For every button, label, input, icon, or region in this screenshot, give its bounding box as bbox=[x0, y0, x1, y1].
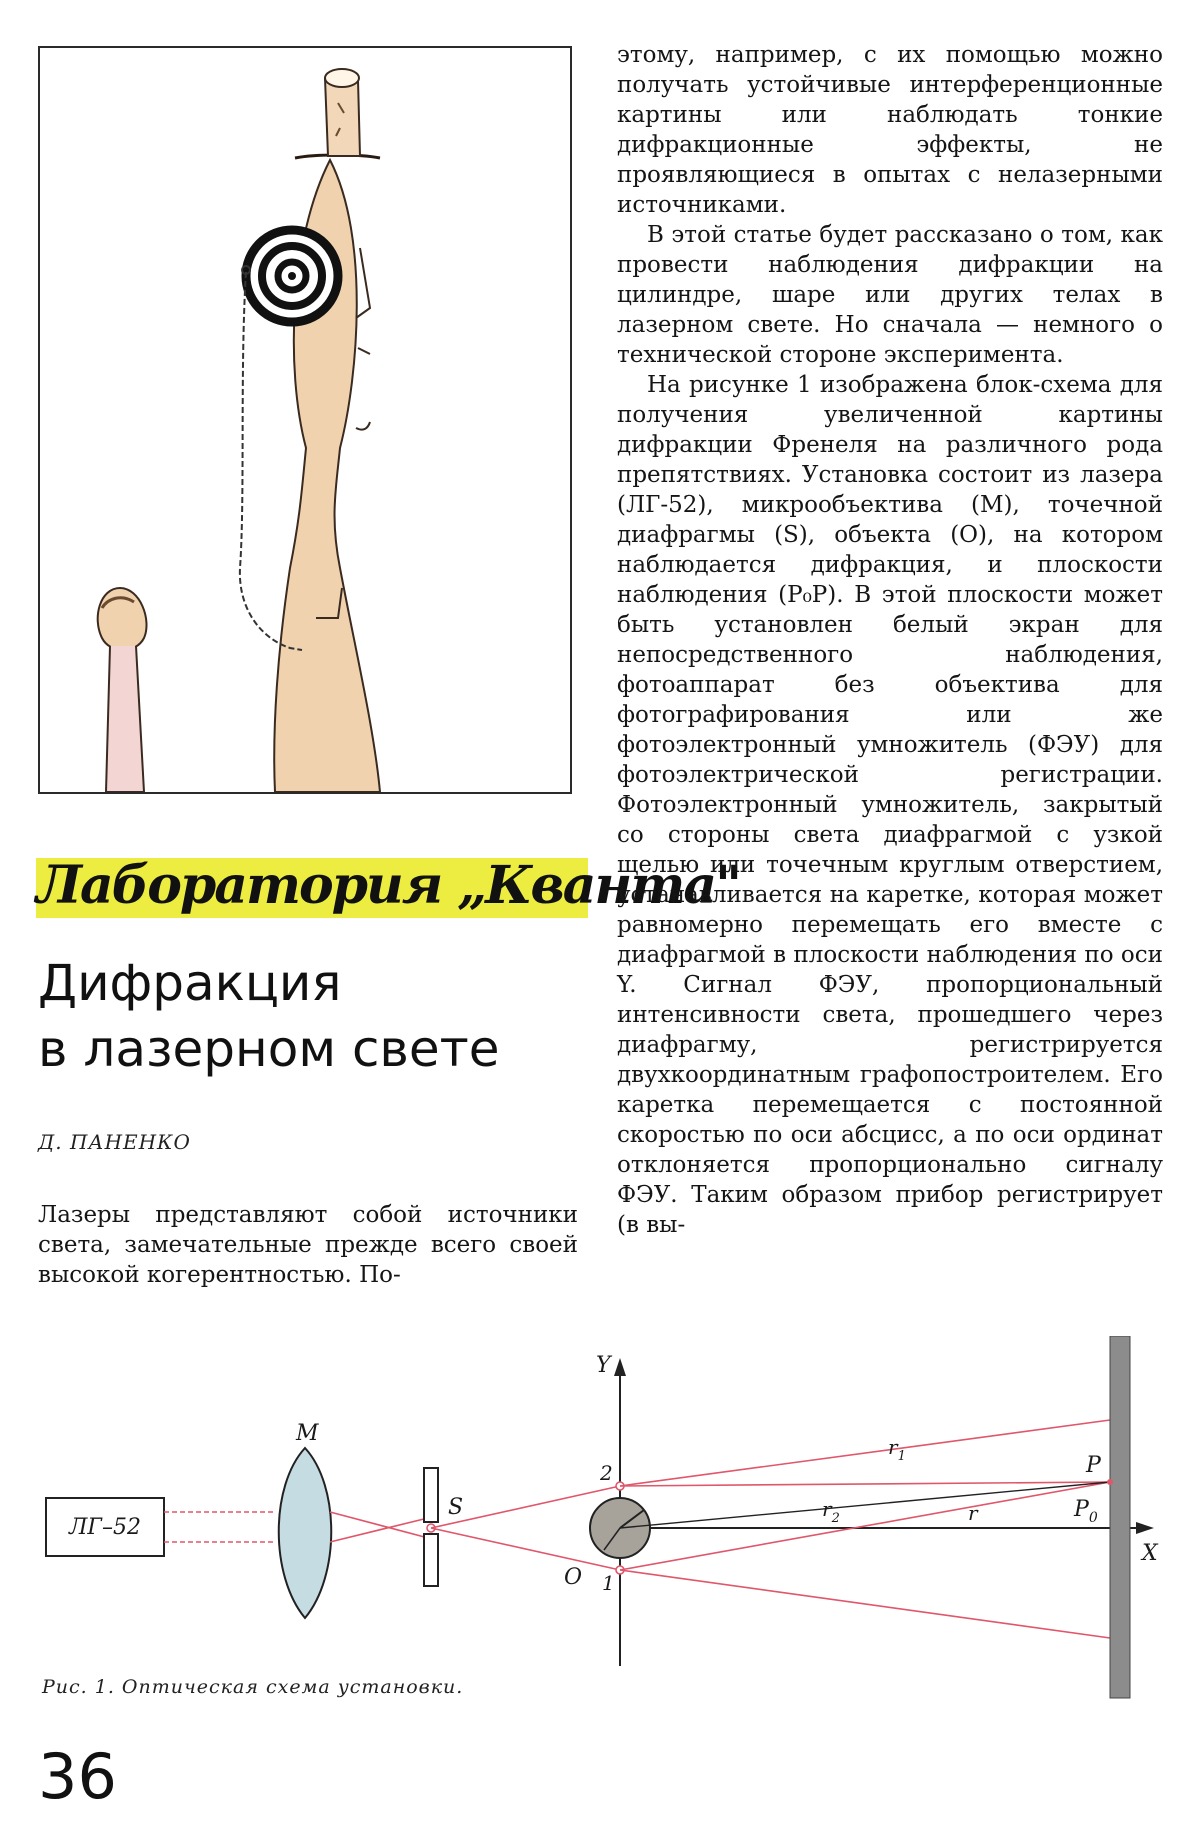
right-paragraph-1: этому, например, с их помощью можно получать устойчивые интерференционные картины или наблюдать тонкие дифракционные эффекты, не проявляющиеся в опытах с нелазерными источниками. bbox=[617, 42, 1163, 218]
left-column bbox=[38, 1200, 578, 1290]
screen-origin-label: $P_0$ bbox=[1074, 1497, 1098, 1526]
object-label: O bbox=[564, 1565, 583, 1590]
title-line-1: Дифракция bbox=[38, 954, 342, 1012]
figure-caption: Рис. 1. Оптическая схема установки. bbox=[42, 1676, 464, 1698]
small-figure bbox=[98, 588, 147, 792]
pinhole-top bbox=[424, 1468, 438, 1522]
x-axis-label: X bbox=[1142, 1541, 1158, 1566]
r1-label: $r_1$ bbox=[888, 1435, 906, 1464]
page-number: 36 bbox=[38, 1740, 117, 1813]
optical-scheme-diagram bbox=[30, 1336, 1180, 1706]
rubric-title: Лаборатория „Кванта" bbox=[36, 855, 741, 916]
article-author: Д. ПАНЕНКО bbox=[38, 1130, 191, 1154]
article-title bbox=[38, 950, 578, 1082]
pinhole-label: S bbox=[448, 1495, 464, 1520]
hat-top bbox=[325, 69, 359, 87]
right-paragraph-3: На рисунке 1 изображена блок-схема для получения увеличенной картины дифракции Френеля на различного рода препятствиях. Установка состоит из лазера (ЛГ-52), микрообъектива (M), точечной диафрагмы (S), объекта (O), на котором наблюдается дифракция, и плоскости наблюдения (P₀P). В этой плоскости может быть установлен белый экран для непосредственного наблюдения, фотоаппарат без объектива для фотографирования или же фотоэлектронный умножитель (ФЭУ) для фотоэлектрической регистрации. Фотоэлектронный умножитель, закрытый со стороны света диафрагмой с узкой щелью или точечным круглым отверстием, устанавливается на каретке, которая может равномерно перемещать его вместе с диафрагмой в плоскости наблюдения по оси Y. Сигнал ФЭУ, пропорциональный интенсивности света, прошедшего через диафрагму, регистрируется двухкоординатным графопостроителем. Его каретка перемещается с постоянной скоростью по оси абсцисс, а по оси ординат отклоняется пропорционально сигналу ФЭУ. Таким образом прибор регистрирует (в вы- bbox=[617, 372, 1163, 1238]
laser-label: ЛГ–52 bbox=[69, 1515, 141, 1540]
lens-label: M bbox=[296, 1421, 319, 1446]
lens-m bbox=[279, 1448, 332, 1618]
y-axis-label: Y bbox=[596, 1353, 611, 1378]
cartoon-illustration bbox=[40, 48, 570, 792]
illustration-frame bbox=[38, 46, 572, 794]
observation-screen bbox=[1110, 1336, 1130, 1698]
screen-point-label: P bbox=[1086, 1453, 1101, 1478]
r-label: r bbox=[968, 1501, 978, 1525]
right-column bbox=[617, 40, 1163, 1240]
point-1-label: 1 bbox=[602, 1571, 615, 1595]
left-paragraph: Лазеры представляют собой источники света, замечательные прежде всего своей высокой когерентностью. По- bbox=[38, 1202, 578, 1288]
r2-label: $r_2$ bbox=[822, 1497, 840, 1526]
point-2-label: 2 bbox=[600, 1461, 613, 1485]
right-paragraph-2: В этой статье будет рассказано о том, как провести наблюдения дифракции на цилиндре, шаре или других телах в лазерном свете. Но сначала — немного о технической стороне эксперимента. bbox=[617, 222, 1163, 368]
pinhole-bottom bbox=[424, 1534, 438, 1586]
optical-scheme-figure bbox=[30, 1336, 1180, 1706]
monocle-target-icon bbox=[246, 230, 338, 322]
title-line-2: в лазерном свете bbox=[38, 1020, 500, 1078]
